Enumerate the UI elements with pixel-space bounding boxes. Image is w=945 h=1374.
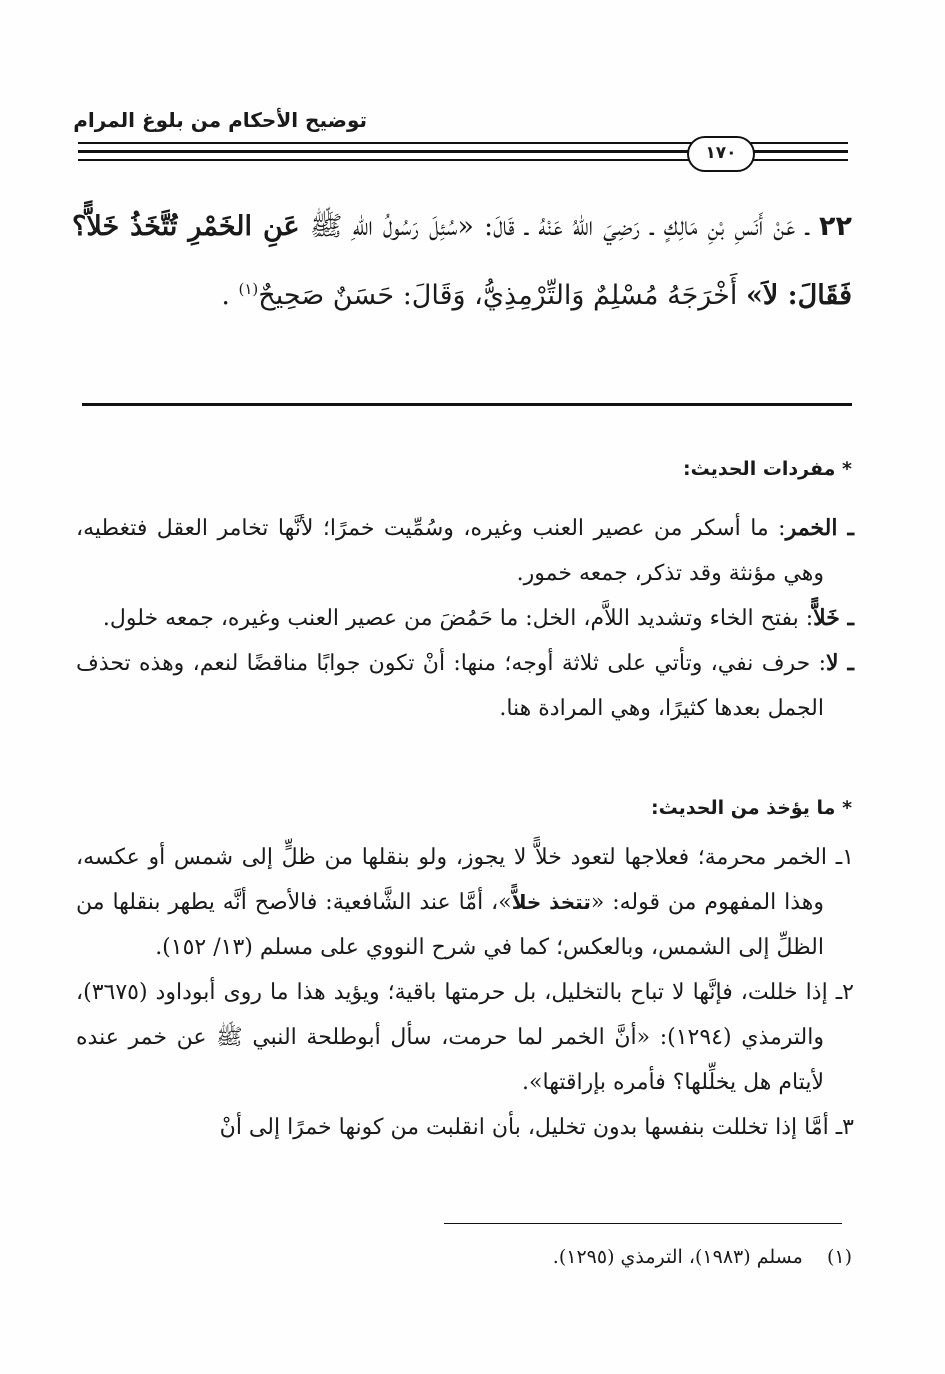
- hadith-text: [72, 196, 852, 327]
- lesson-text: ٢ـ إذا خللت، فإنَّها لا تباح بالتخليل، بل حرمتها باقية؛ ويؤيد هذا ما روى أبوداود (٣٦٧٥)، والترمذي (١٢٩٤): «أنَّ الخمر لما حرمت، سأل أبوطلحة النبي ﷺ عن خمر عنده لأيتام هل يخلِّلها؟ فأمره بإراقتها».: [76, 980, 854, 1095]
- lesson-quote: تتخذ خلاًّ: [511, 890, 591, 914]
- hadith-question: عَنِ الخَمْرِ تُتَّخَذُ خَلاًّ؟ فَقَالَ: لاَ»: [72, 211, 852, 311]
- hadith-dash: ـ: [805, 211, 809, 242]
- section-divider: [82, 403, 852, 406]
- lesson-text: ٣ـ أمَّا إذا تخللت بنفسها بدون تخليل، بأن انقلبت من كونها خمرًا إلى أنْ: [219, 1115, 854, 1140]
- vocab-term: ـ خَلاًّ: [813, 605, 854, 631]
- vocab-item: [76, 506, 854, 596]
- lesson-item: [76, 1105, 854, 1150]
- vocab-term: ـ لا: [826, 650, 854, 676]
- lesson-text-cont: »، أمَّا عند الشَّافعية: فالأصح أنَّه يطهر بنقلها من الظلِّ إلى الشمس، وبالعكس؛ كما في شرح النووي على مسلم (١٣/ ١٥٢).: [76, 890, 824, 960]
- footnote-mark: (١): [826, 1246, 852, 1268]
- lesson-item: [76, 970, 854, 1105]
- page-number: ١٧٠: [687, 136, 755, 172]
- running-title: توضيح الأحكام من بلوغ المرام: [73, 108, 367, 132]
- vocab-heading: * مفردات الحديث:: [683, 458, 852, 480]
- vocab-definition: : ما أسكر من عصير العنب وغيره، وسُمِّيت خمرًا؛ لأنَّها تخامر العقل فتغطيه، وهي مؤنثة وقد تذكر، جمعه خمور.: [76, 516, 824, 586]
- hadith-end-punct: .: [221, 280, 230, 311]
- footnote-text: مسلم (١٩٨٣)، الترمذي (١٢٩٥).: [552, 1246, 803, 1268]
- hadith-intro: عَنْ أَنَسِ بْنِ مَالِكٍ ـ رَضِيَ اللهُ عَنْهُ ـ قَالَ: «سُئِلَ رَسُولُ اللهِ ﷺ: [299, 211, 796, 242]
- vocab-definition: : حرف نفي، وتأتي على ثلاثة أوجه؛ منها: أنْ تكون جوابًا مناقضًا لنعم، وهذه تحذف الجمل بعدها كثيرًا، وهي المرادة هنا.: [76, 651, 826, 721]
- hadith-source: أَخْرَجَهُ مُسْلِمٌ وَالتِّرْمِذِيُّ، وَقَالَ: حَسَنٌ صَحِيحٌ: [258, 280, 746, 311]
- lesson-text: ١ـ الخمر محرمة؛ فعلاجها لتعود خلاًّ لا يجوز، ولو بنقلها من ظلٍّ إلى شمس أو عكسه، وهذا المفهوم من قوله: «: [76, 845, 854, 915]
- lessons-list: [76, 835, 854, 1150]
- footnote: [152, 1246, 852, 1268]
- vocab-term: ـ الخمر: [785, 515, 855, 541]
- hadith-number: ٢٢: [819, 211, 853, 242]
- lessons-heading: * ما يؤخذ من الحديث:: [650, 797, 852, 819]
- hadith-footnote-mark: (١): [238, 280, 259, 298]
- vocab-item: [76, 641, 854, 731]
- lesson-item: [76, 835, 854, 970]
- vocab-list: [76, 506, 854, 731]
- vocab-definition: : بفتح الخاء وتشديد اللاَّم، الخل: ما حَمُضَ من عصير العنب وغيره، جمعه خلول.: [102, 606, 814, 631]
- vocab-item: [76, 596, 854, 641]
- footnote-divider: [444, 1223, 842, 1224]
